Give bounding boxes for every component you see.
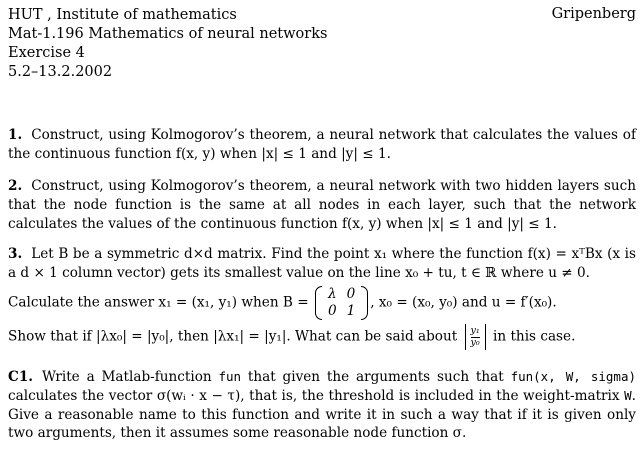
problem-text: , x₀ = (x₀, y₀) and u = f′(x₀).: [370, 294, 557, 311]
code-fun-call: fun(x, W, sigma): [510, 369, 636, 384]
matrix-b: [315, 286, 368, 320]
code-fun: fun: [218, 369, 242, 384]
problem-number: 1.: [8, 127, 23, 143]
matrix-cell: 0: [346, 285, 356, 302]
matrix-cell: 0: [327, 302, 337, 319]
problem-text: Write a Matlab-function: [42, 369, 219, 385]
problem-text: Calculate the answer x₁ = (x₁, y₁) when B =: [8, 294, 309, 311]
problem-text: . Give a reasonable name to this function and write it in such a way that if it is given only two arguments, then it assumes some reasonable node function σ.: [8, 387, 636, 442]
problem-3-line-3: [8, 324, 636, 350]
code-w: W: [624, 387, 632, 403]
problem-3-line-1: [8, 245, 636, 283]
fraction-y1-over-y0: [465, 324, 486, 350]
header-exercise: Exercise 4: [8, 45, 85, 61]
problem-text: that given the arguments such that: [241, 369, 511, 385]
problem-text: Construct, using Kolmogorov’s theorem, a neural network that calculates the values of the continuous function f(x, y) when |x| ≤ 1 and |y| ≤ 1.: [8, 127, 636, 162]
problem-3-line-2: [8, 286, 636, 320]
header-course: Mat-1.196 Mathematics of neural networks: [8, 26, 328, 42]
problem-text: Show that if |λx₀| = |y₀|, then |λx₁| = |y₁|. What can be said about: [8, 328, 458, 345]
problem-number: 3.: [8, 246, 23, 262]
matrix-cell: 1: [346, 302, 356, 319]
problem-c1: [8, 368, 636, 443]
header-dates: 5.2–13.2.2002: [8, 64, 113, 80]
problem-text: Construct, using Kolmogorov’s theorem, a neural network with two hidden layers such that the node function is the same at all nodes in each layer, such that the network calculates the values of the continuous function f(x, y) when |x| ≤ 1 and |y| ≤ 1.: [8, 178, 636, 232]
header-institute: HUT , Institute of mathematics: [8, 7, 237, 23]
matrix-cell: λ: [327, 285, 337, 302]
header-author: Gripenberg: [551, 6, 636, 22]
problem-number: C1.: [8, 369, 34, 385]
problem-text: Let B be a symmetric d×d matrix. Find the point x₁ where the function f(x) = xᵀBx (x is a d × 1 column vector) gets its smallest value on the line x₀ + tu, t ∈ ℝ where u ≠ 0.: [8, 246, 636, 281]
problem-text: in this case.: [493, 328, 576, 345]
problem-1: [8, 126, 636, 164]
fraction-denominator: y₀: [470, 336, 480, 348]
fraction-numerator: y₁: [470, 324, 480, 336]
problem-number: 2.: [8, 178, 23, 194]
problem-text: calculates the vector σ(wᵢ · x − τ), that is, the threshold is included in the weight-matrix: [8, 387, 625, 404]
problem-2: [8, 177, 636, 233]
problem-3: [8, 245, 636, 350]
